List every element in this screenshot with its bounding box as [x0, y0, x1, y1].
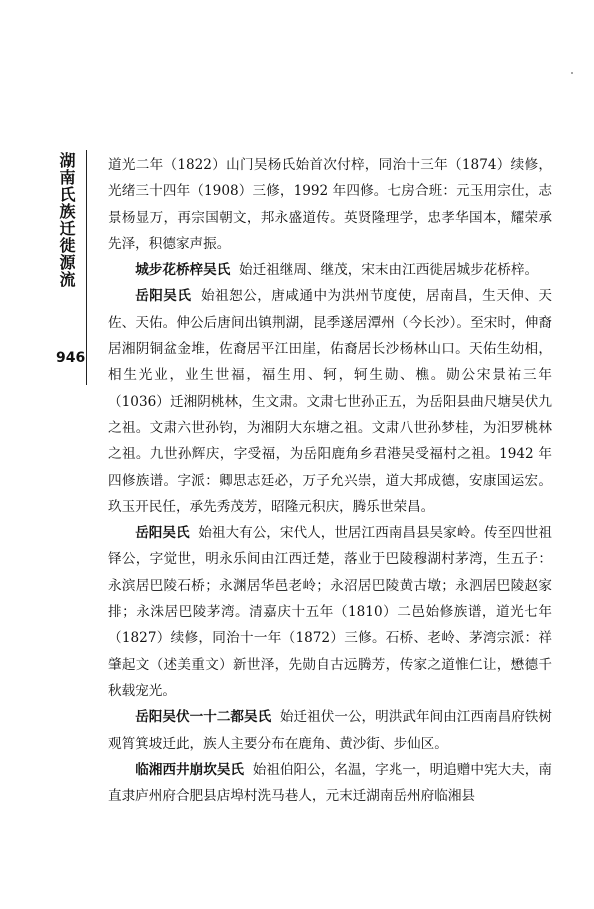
page-number: 946	[56, 350, 86, 366]
paragraph-text: 始祖恕公，唐咸通中为洪州节度使，居南昌，生天伸、天佐、天佑。伸公后唐间出镇荆湖，昆季遂居潭州（今长沙）。至宋时，伸裔居湘阴铜盆金堆，佐裔居平江田崖，佑裔居长沙杨林山口。天佑生幼相，相生光业，业生世福，福生用、轲，轲生勋、樵。勋公宋景祐三年（1036）迁湘阴桃林，生文肃。文肃七世孙正五，为岳阳县曲尺塘吴伏九之祖。文肃六世孙钧，为湘阴大东塘之祖。文肃八世孙梦桂，为汨罗桃林之祖。九世孙辉庆，字受福，为岳阳鹿角乡君港吴受福村之祖。1942 年四修族谱。字派：卿思志廷必，万子允兴崇，道大邦成德，安康国运宏。玖玉开民任，承先秀茂芳，昭隆元积庆，腾乐世荣昌。	[108, 288, 552, 515]
scan-speck	[571, 72, 573, 74]
paragraph-clan-entry	[108, 704, 552, 757]
running-header-title: 湖南氏族迁徙源流	[57, 152, 76, 288]
body-text	[108, 152, 552, 809]
paragraph-text: 道光二年（1822）山门吴杨氏始首次付梓，同治十三年（1874）续修，光绪三十四年（1908）三修，1992 年四修。七房合班：元玉用宗仕，志景杨显万，再宗国朝文，邦永盛道传。英贤隆理学，忠孝华国本，耀荣承先泽，积德家声振。	[108, 157, 552, 252]
paragraph-clan-entry	[108, 283, 552, 520]
clan-heading: 岳阳吴氏	[135, 288, 192, 305]
paragraph-text: 始迁祖伏一公，明洪武年间由江西南昌府铁树观筲箕坡迁此，族人主要分布在鹿角、黄沙街、步仙区。	[108, 709, 553, 752]
clan-heading: 临湘西井崩坎吴氏	[135, 761, 245, 778]
paragraph-clan-entry	[108, 757, 552, 810]
paragraph-text: 始祖大有公，宋代人，世居江西南昌县吴家岭。传至四世祖铎公，字觉世，明永乐间由江西迁楚，落业于巴陵穆湖村茅湾，生五子：永滨居巴陵石桥；永渊居华邑老岭；永沼居巴陵黄古墩；永泗居巴陵赵家排；永洙居巴陵茅湾。清嘉庆十五年（1810）二邑始修族谱，道光七年（1827）续修，同治十一年（1872）三修。石桥、老岭、茅湾宗派：祥肇起文（述美重文）新世泽，先勋自古远腾芳，传家之道惟仁让，懋德千秋载宠光。	[108, 525, 552, 699]
paragraph-text: 始迁祖继周、继茂，宋末由江西徙居城步花桥梓。	[239, 262, 539, 279]
clan-heading: 城步花桥梓吴氏	[135, 262, 231, 279]
paragraph-clan-entry	[108, 520, 552, 704]
paragraph-clan-entry	[108, 257, 552, 283]
paragraph-continuation	[108, 152, 552, 257]
clan-heading: 岳阳吴氏	[135, 525, 190, 542]
header-rule	[86, 150, 87, 385]
clan-heading: 岳阳吴伏一十二都吴氏	[135, 709, 272, 726]
paragraph-text: 始祖伯阳公，名温，字兆一，明追赠中宪大夫，南直隶庐州府合肥县店埠村洗马巷人，元末迁湖南岳州府临湘县	[108, 761, 552, 805]
